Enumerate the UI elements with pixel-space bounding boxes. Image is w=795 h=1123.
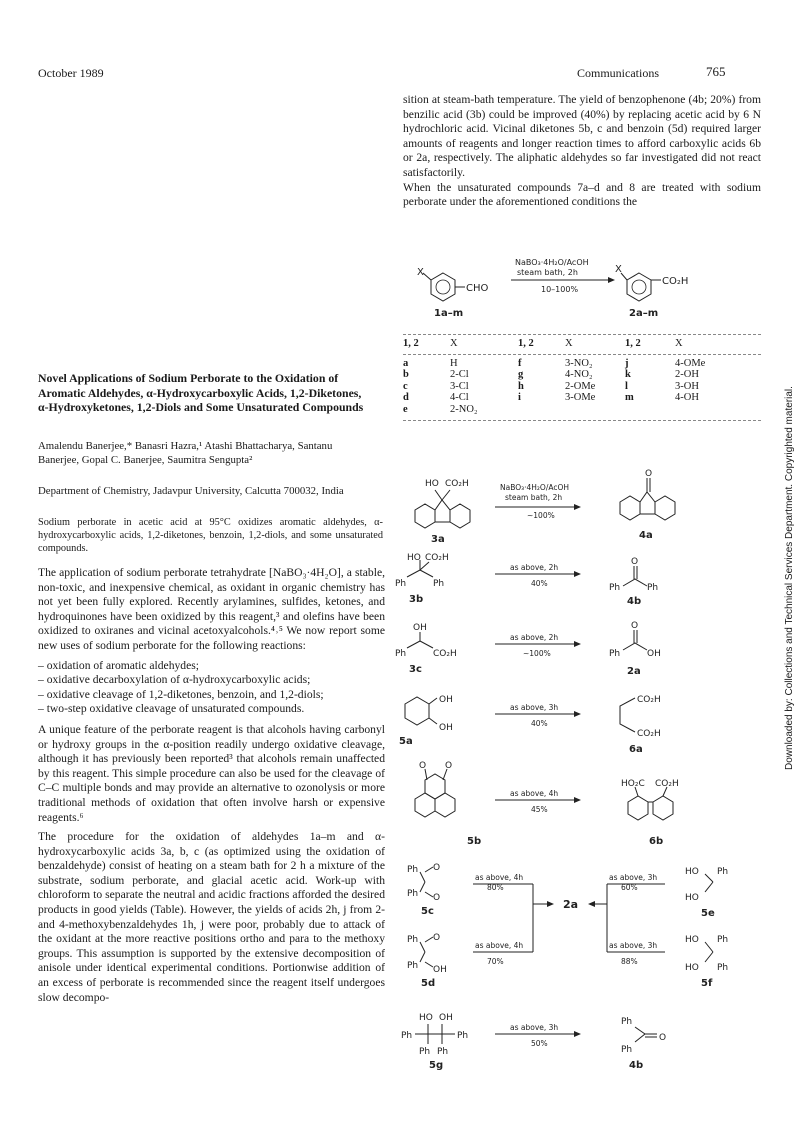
yield-text: 80% [487,883,504,892]
list-item: – oxidation of aromatic aldehydes; [38,658,199,672]
article-title: Novel Applications of Sodium Perborate to the Oxidation of Aromatic Aldehydes, α-Hydroxycarboxylic Acids, 1,2-Diketones, α-Hydroxyketones, 1,2-Diols and Some Unsaturated Compounds [38,371,364,414]
substituent-x: X [417,267,424,278]
reagent-text: NaBO₃·4H₂O/AcOH [500,483,570,492]
atom-label: CO₂H [637,695,661,705]
right-column-intro [403,93,761,210]
atom-label: O [433,863,441,873]
paragraph: When the unsaturated compounds 7a–d and 8 are treated with sodium perborate under the aforementioned conditions the [403,180,761,209]
conditions-text: as above, 3h [609,873,658,882]
table-cell: m [625,392,634,404]
atom-label: Ph [395,579,407,589]
table-cell: a [403,357,409,369]
yield-text: 40% [531,719,548,728]
table-cell: 3-OMe [565,392,596,404]
table-cell: 3-OH [675,380,699,392]
table-cell: k [625,369,631,381]
atom-label: CO₂H [433,649,457,659]
atom-label: Ph [407,961,419,971]
atom-label: Ph [609,649,621,659]
download-watermark: Downloaded by: Collections and Technical Services Department. Copyrighted material. [784,386,795,770]
atom-label: O [433,893,441,903]
table-body [403,358,743,416]
atom-label: HO [425,479,439,489]
conditions-text: as above, 2h [510,633,559,642]
atom-label: HO [419,1013,433,1023]
yield-text: 50% [531,1039,548,1048]
header-section: Communications [577,66,659,80]
atom-label: HO [685,893,699,903]
atom-label: Ph [407,865,419,875]
column-header: X [565,338,573,350]
yield-text: 10–100% [541,285,579,294]
compound-label: 4a [639,530,653,541]
atom-label: HO [407,553,421,563]
yield-text: 88% [621,957,638,966]
atom-label: Ph [647,583,659,593]
compound-label: 5c [421,906,434,917]
atom-label: Ph [407,889,419,899]
reactant-label: 1a–m [434,308,464,319]
table-cell: 3-NO₂ [565,357,593,369]
header-page-number: 765 [706,64,726,79]
structure-4a [620,478,675,520]
table-row [403,369,743,381]
atom-label: CO₂H [425,553,449,563]
substituent-x: X [615,264,622,275]
compound-label: 5e [701,908,715,919]
conditions-text: as above, 3h [510,703,559,712]
conditions-text: as above, 3h [609,941,658,950]
atom-label: Ph [717,935,729,945]
table-cell: 2-NO₂ [450,403,478,415]
column-header: 1, 2 [403,338,419,350]
atom-label: CO₂H [637,729,661,739]
atom-label: Ph [609,583,621,593]
atom-label: Ph [401,1031,413,1041]
compound-label: 4b [629,1060,644,1071]
atom-label: Ph [717,963,729,973]
atom-label: OH [439,1013,453,1023]
atom-label: Ph [433,579,445,589]
atom-label: Ph [437,1047,449,1057]
atom-label: HO [685,867,699,877]
article-affiliation: Department of Chemistry, Jadavpur University, Calcutta 700032, India [38,485,344,497]
table-cell: b [403,369,409,381]
conditions-text: as above, 4h [475,941,524,950]
table-cell: f [518,357,522,369]
reaction-list [38,659,385,717]
yield-text: 60% [621,883,638,892]
product-label: 2a–m [629,308,659,319]
atom-label: Ph [621,1017,633,1027]
table-cell: 3-Cl [450,380,469,392]
conditions-text: steam bath, 2h [505,493,563,502]
carboxyl-group: CO₂H [662,276,689,287]
atom-label: OH [439,695,453,705]
compound-label: 4b [627,596,642,607]
compound-label: 3c [409,664,422,675]
article-abstract: Sodium perborate in acetic acid at 95°C oxidizes aromatic aldehydes, α-hydroxycarboxylic acids, 1,2-diketones, benzoin, 1,2-diols, and some unsaturated compounds. [38,517,383,554]
conditions-text: as above, 4h [510,789,559,798]
conditions-text: as above, 4h [475,873,524,882]
table-cell: 4-NO₂ [565,369,593,381]
atom-label: Ph [457,1031,469,1041]
compound-label: 5a [399,736,413,747]
conditions-text: as above, 3h [510,1023,559,1032]
table-cell: H [450,357,458,369]
table-cell: g [518,369,524,381]
aldehyde-group: CHO [466,283,489,294]
compound-label: 5b [467,836,482,847]
atom-label: O [659,1033,667,1043]
atom-label: Ph [419,1047,431,1057]
table-cell: 4-Cl [450,392,469,404]
structure-6b [628,787,673,820]
table-cell: 2-OH [675,369,699,381]
compound-label: 3b [409,594,424,605]
compound-label: 5d [421,978,436,989]
benzaldehyde-structure [417,267,489,319]
column-header: 1, 2 [518,338,534,350]
structure-5b [415,769,455,817]
compound-label: 2a [627,666,641,677]
compound-label: 3a [431,534,445,545]
list-item: – oxidative decarboxylation of α-hydroxycarboxylic acids; [38,673,311,687]
atom-label: OH [433,965,447,975]
table-cell: 2-Cl [450,369,469,381]
atom-label: Ph [407,935,419,945]
atom-label: OH [413,623,427,633]
structure-3a [415,490,470,528]
atom-label: Ph [621,1045,633,1055]
atom-label: O [645,469,653,479]
yield-text: ~100% [523,649,551,658]
table-cell [675,404,743,416]
yield-text: ~100% [527,511,555,520]
scheme-aldehyde-oxidation [403,255,763,330]
table-header [403,338,743,350]
reaction-schemes [395,462,765,1082]
structure-6a [620,698,635,732]
paragraph: A unique feature of the perborate reagent is that alcohols having carbonyl or hydroxy groups in the α-position readily undergo oxidative cleavage, although it has previously been reported³ that alcohols remain unaffected by this reagent. This simple procedure can also be used for the cleavage of C–C multiple bonds and may provide an alternative to ozonolysis or more traditional methods of oxidation that often involve harsh or expensive reagents.⁶ [38,722,385,824]
table-row [403,381,743,393]
table-row [403,404,743,416]
atom-label: Ph [395,649,407,659]
atom-label: HO [685,935,699,945]
paragraph: sition at steam-bath temperature. The yield of benzophenone (4b; 20%) from benzilic acid (3b) could be improved (40%) by replacing acetic acid by 6 N hydrochloric acid. Vicinal diketones 5b, c and benzoin (5d) required larger amounts of reagents and longer reaction times to afford carboxylic acids 6b or 2a, respectively. The aliphatic aldehydes so far investigated did not react satisfactorily. [403,93,761,179]
table-cell [565,404,625,416]
table-cell: d [403,392,409,404]
atom-label: Ph [717,867,729,877]
structure-5a [405,697,429,725]
atom-label: O [631,621,639,631]
column-header: X [450,338,458,350]
paragraph: The procedure for the oxidation of aldehydes 1a–m and α-hydroxycarboxylic acids 3a, b, c (as optimized using the oxidation of benzaldehyde) consist of heating on a steam bath for 2 h a mixture of the substrate, sodium perborate, and glacial acetic acid. Work-up with chloroform to separate the neutral and acidic fractions afforded the desired products in good yields (Table). However, the yields of acids 2h, j from 2- and 4-methoxybenzaldehydes 1h, j were poor, probably due to attack of the oxidant at the more reactive positions ortho and para to the methoxy groups. This assumption is supported by the extensive decomposition of anisole under identical experimental conditions. Portionwise addition of an excess of perborate is recommended since the reagent itself undergoes slow decompo- [38,830,385,1004]
atom-label: O [419,761,427,771]
table-cell: 2-OMe [565,380,596,392]
header-date: October 1989 [38,66,104,80]
table-cell: i [518,392,521,404]
article-authors: Amalendu Banerjee,* Banasri Hazra,¹ Atashi Bhattacharya, Santanu Banerjee, Gopal C. Banerjee, Saumitra Sengupta² [38,440,333,466]
atom-label: CO₂H [445,479,469,489]
compound-label: 5g [429,1060,444,1071]
atom-label: HO₂C [621,779,645,789]
table-cell: j [625,357,629,369]
yield-text: 45% [531,805,548,814]
yield-text: 70% [487,957,504,966]
table-row [403,358,743,370]
table-cell: c [403,380,408,392]
conditions-text: steam bath, 2h [517,268,578,277]
atom-label: HO [685,963,699,973]
compound-label: 5f [701,978,713,989]
column-header: X [675,338,683,350]
table-cell: l [625,380,628,392]
list-item: – two-step oxidative cleavage of unsaturated compounds. [38,702,305,716]
atom-label: O [445,761,453,771]
table-cell: e [403,403,408,415]
column-header: 1, 2 [625,338,641,350]
table-cell [518,404,565,416]
yield-text: 40% [531,579,548,588]
substituent-table [403,334,761,421]
atom-label: O [433,933,441,943]
paragraph: The application of sodium perborate tetrahydrate [NaBO₃·4H₂O], a stable, non-toxic, and inexpensive chemical, as oxidant in organic chemistry has not yet been fully explored. Recently arylamines, sulfides, ketones, and hydroquinones have been oxidized by this reagent,³ and olefins have been oxidized to oxiranes and vicinal acetoxyalcohols.⁴˒⁵ We now report some new uses of sodium perborate for the following reactions: [38,566,385,652]
compound-label: 6b [649,836,664,847]
reagent-text: NaBO₃·4H₂O/AcOH [515,258,589,267]
table-cell: 4-OH [675,392,699,404]
conditions-text: as above, 2h [510,563,559,572]
table-row [403,392,743,404]
table-cell [625,404,675,416]
atom-label: CO₂H [655,779,679,789]
list-item: – oxidative cleavage of 1,2-diketones, benzoin, and 1,2-diols; [38,687,324,701]
table-cell: h [518,380,524,392]
atom-label: OH [439,723,453,733]
center-product-label: 2a [563,898,579,911]
compound-label: 6a [629,744,643,755]
table-cell: 4-OMe [675,357,706,369]
atom-label: O [631,557,639,567]
benzoic-acid-structure [615,264,688,319]
atom-label: OH [647,649,661,659]
article-body [38,566,385,1010]
